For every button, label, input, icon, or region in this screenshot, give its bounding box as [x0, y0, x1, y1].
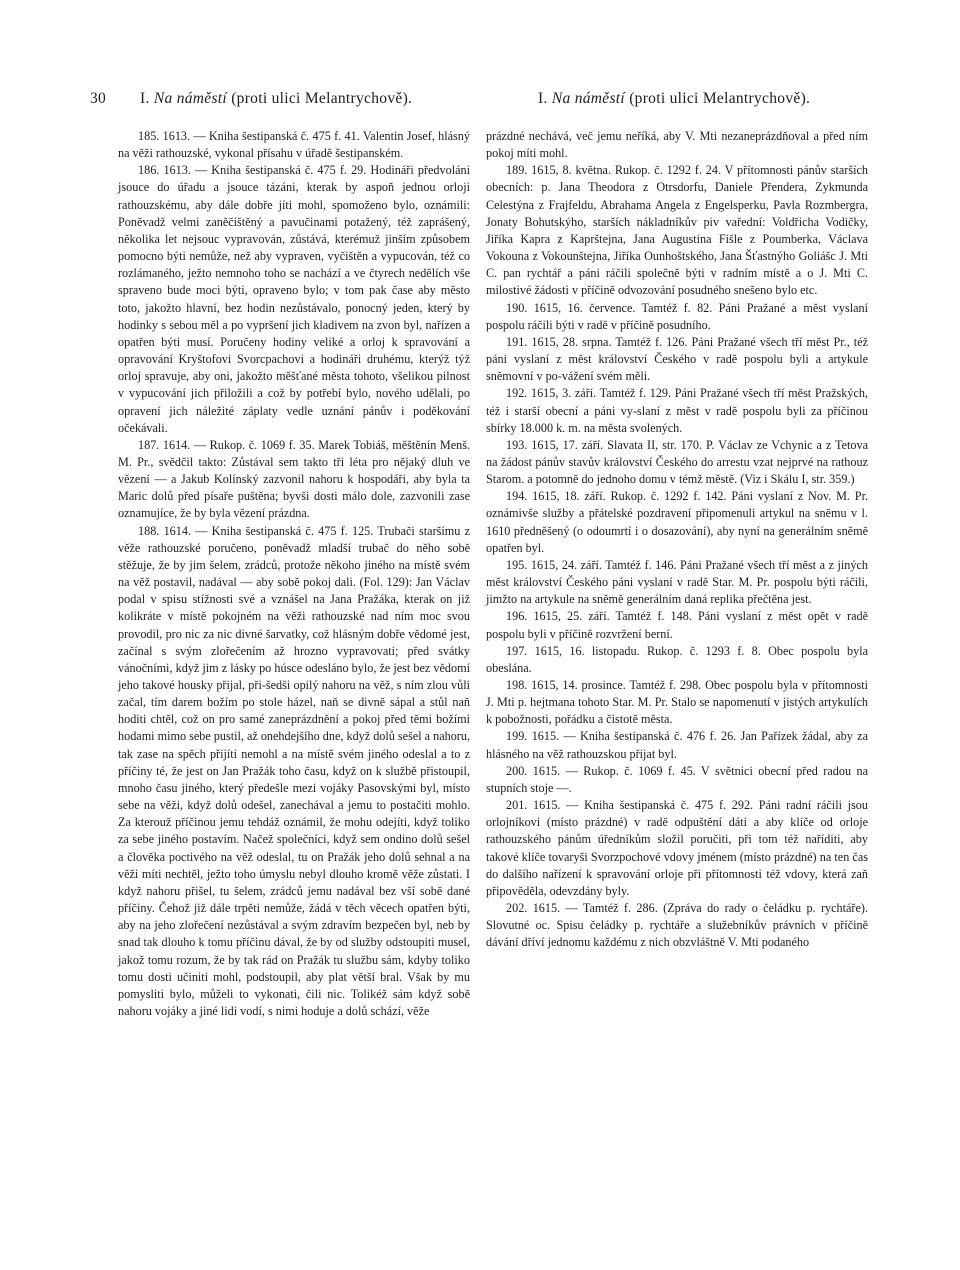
running-head-right-italic: Na náměstí: [551, 90, 626, 107]
page-number: 30: [90, 90, 107, 107]
entry-193: 193. 1615, 17. září. Slavata II, str. 170. P. Václav ze Vchynic a z Tetova na žádost pánův stavův království Českého do arrestu vzat nejprvé na rathouz Starom. a potomně do jednoho domu v témž městě. (Viz i Skálu I, str. 359.): [486, 437, 868, 487]
running-head-left-prefix: I.: [140, 90, 150, 107]
running-head-right: [538, 90, 810, 108]
running-head: [90, 90, 880, 118]
entry-202: 202. 1615. — Tamtéž f. 286. (Zpráva do rady o čeládku p. rychtáře). Slovutné oc. Spisu čeládky p. rychtáře a služebníkův právních v příčině dávání dříví jednomu každému z nich obzvláštně V. Mti podaného: [486, 901, 868, 950]
right-column: [486, 128, 868, 952]
running-head-right-prefix: I.: [538, 90, 548, 107]
entry-191: 191. 1615, 28. srpna. Tamtéž f. 126. Páni Pražané všech tří měst Pr., též páni vyslaní z měst království Českého v radě pospolu byli a artykule sněmovní v po-vážení svém měli.: [486, 334, 868, 384]
entry-195: 195. 1615, 24. září. Tamtéž f. 146. Páni Pražané všech tří měst a z jiných měst království Českého páni vyslaní v radě Star. M. Pr. pospolu býti ráčili, jimžto na artykule na sněmě generálním daná replika přečtěna jest.: [486, 557, 868, 607]
entry-196: 196. 1615, 25. září. Tamtéž f. 148. Páni vyslaní z měst opět v radě pospolu byli v příčině rozvržení berní.: [486, 609, 868, 641]
entry-185: 185. 1613. — Kniha šestipanská č. 475 f. 41. Valentin Josef, hlásný na věži rathouzské, vykonal přísahu v úřadě šestipanském.: [118, 129, 470, 161]
running-head-left: [140, 90, 412, 108]
entry-190: 190. 1615, 16. července. Tamtéž f. 82. Páni Pražané a měst vyslaní pospolu ráčili býti v radě v příčině posudního.: [486, 300, 868, 332]
entry-188: 188. 1614. — Kniha šestipanská č. 475 f. 125. Trubači staršímu z věže rathouzské poručeno, poněvadž mladší trubač do něho sobě stěžuje, že by jim šelem, zrádců, protože někoho jiného na místě svém na věž postavil, nadával — aby sobě pokoj dali. (Fol. 129): Jan Václav podal v spisu stížnosti své a vznášel na Jana Pražáka, kterak on již kolikráte v místě pokojném na věži rathouzské nad ním moc svou provodil, pro nic za nic divné šarvatky, což hlásným dobře vědomé jest, začínal s svým zlořečením až hrozno vypravovati; před svátky vánočními, když jim z lásky po húsce odesláno bylo, že jest bez vědomí jeho takové housky přijal, při-šedši opilý nahoru na věž, s ním zlou vůli začal, tím darem božím po stole házel, naň se divně sápal a stůl naň hoditi chtěl, což on pro samé zaneprázdnění a pokoj před těmi božími hodami mimo sebe pustil, až onehdejšího dne, když dolů sešel a nahoru, tak zase na spěch přijíti nemohl a na místě svém jiného odeslal a to z příčiny té, že jest on Jan Pražák toho času, když on k službě přistoupil, mnoho času jiného, který předešle mezi vojáky Pasovskými byl, místo sebe na věži, když dolů odešel, zanechával a jemu to postačiti mohlo. Za kterouž příčinou jemu tehdáž oznámil, že mohu odejíti, když toliko za sebe jiného postavím. Načež společníci, když sem ondino dolů sešel a člověka poctivého na věž odeslal, tu on Pražák jeho dolů sehnal a na věži míti nechtěl, ježto toho úmyslu nebyl dlouho kromě věže zůstati. I když nahoru přišel, tu šelem, zrádců jemu nadával bez vší sobě dané příčiny. Čehož již dále trpěti nemůže, žádá v těch věcech opatřen býti, aby na jeho zlořečení nezůstával a svým zdravím bezpečen byl, neb by snad tak dlouho k tomu příčinu dával, že by od služby odstoupiti musel, jakož tomu rozum, že by tak rád on Pražák tu službu sám, kdyby toliko tomu dosti učiniti mohl, podstoupil, aby plat větší bral. Však by mu pomysliti bylo, můželi to vykonati, čili nic. Tolikéž sám když sobě nahoru vojáky a jiné lidi vodí, s nimi hoduje a dolů schází, věže: [118, 523, 471, 1018]
entry-189: 189. 1615, 8. května. Rukop. č. 1292 f. 24. V přítomnosti pánův starších obecních: p. Jana Theodora z Otrsdorfu, Daniele Přendera, Zykmunda Celestýna z Frajfeldu, Abrahama Angela z Engelsperku, Pavla Rozmbergra, Jonaty Bohutskýho, starších nákladníkův piv vařední: Voldřicha Vodičky, Jiříka Kapra z Kaprštejna, Jana Augustina Fišle z Poumberka, Václava Vokouna z Vokounštejna, Jiříka Ounhoštského, Jana Šťastnýho Goliášc J. Mti C. pan rychtář a páni ráčili společně býti v radním místě a o J. Mti C. milostivé žádosti v příčině odvozování posudného snešeno bylo etc.: [486, 163, 868, 298]
entry-199: 199. 1615. — Kniha šestipanská č. 476 f. 26. Jan Pařízek žádal, aby za hlásného na věž rathouzskou přijat byl.: [486, 729, 868, 761]
running-head-right-rest: (proti ulici Melantrychově).: [629, 90, 811, 107]
entry-194: 194. 1615, 18. září. Rukop. č. 1292 f. 142. Páni vyslaní z Nov. M. Pr. oznámivše služby a přátelské pozdravení připomenuli artykul na sněmu v l. 1610 předněšený (o odoumrtí i o dosazování), aby nyní na generálním sněmě opatřen byl.: [486, 489, 868, 555]
left-column: [118, 128, 470, 1020]
entry-192: 192. 1615, 3. září. Tamtéž f. 129. Páni Pražané všech tří měst Pražských, též i starší obecní a páni vy-slaní z měst v radě pospolu byli za příčinou sbírky 18.000 k. m. na města svolených.: [486, 386, 868, 435]
entry-198: 198. 1615, 14. prosince. Tamtéž f. 298. Obec pospolu byla v přítomnosti J. Mti p. hejtmana tohoto Star. M. Pr. Stalo se napomenutí v jistých artykulích k pobožnosti, pořádku a čistotě města.: [486, 678, 868, 727]
entry-186: 186. 1613. — Kniha šestipanská č. 475 f. 29. Hodináři předvoláni jsouce do úřadu a jsouce tázáni, kterak by aspoň jednou orloji rathouzskému, aby dále dobře jíti mohl, spomoženo bylo, oznámili: Poněvadž velmi zaněčištěný a pavučinami potažený, též zaprášený, několika let nejsouc vypravován, zůstává, kterémuž jinším způsobem pomocno býti nemůže, než aby vypraven, vyčištěn a vypucován, též co rozlámaného, ježto nemnoho toho se nachází a ve čtyrech nedělích vše spraveno bude moci býti, opraveno bylo; v tom pak čase aby město toto, jakožto hlavní, bez hodin nezůstávalo, ponocný jeden, který by hodinky s sebou měl a po vypršení jich kladivem na zvon byl, nařízen a opatřen býti musí. Poručeny hodiny veliké a orloj k spravování a opravování Kryštofovi Svorcpachovi a hodináři druhému, kterýž týž orloj spravuje, aby oni, jakožto měšťané města tohoto, všelikou pilnost v vypucování jich přiložili a což by potřebí bylo, nového udělali, po opravení jich náležité záplaty vedle uznání pánův i poděkování očekávali.: [118, 163, 470, 435]
entry-201: 201. 1615. — Kniha šestipanská č. 475 f. 292. Páni radní ráčili jsou orlojníkovi (místo prázdné) v radě odpuštění dáti a aby klíče od orloje rathouzského pánům úředníkům složil poručiti, při tom též naříditi, aby takové klíče tovaryši Svorzpochové vdovy jménem (místo prázdné) na ten čas do dalšího nařízení k spravování orloje při přítomnosti též vdovy, která zaň připověděla, odevzdány byly.: [486, 798, 868, 898]
entry-187: 187. 1614. — Rukop. č. 1069 f. 35. Marek Tobiáš, měštěnín Menš. M. Pr., svědčil takto: Zůstával sem takto tři léta pro nějaký dluh ve vězení — a Jakub Kolínský zazvonil nahoru k hospodáři, aby byla ta Maric dolů před písaře puštěna; byvši dosti málo dole, zazvonili zase oznamujíce, že by byla vězení prázdna.: [118, 437, 470, 521]
running-head-left-italic: Na náměstí: [153, 90, 228, 107]
running-head-left-rest: (proti ulici Melantrychově).: [231, 90, 413, 107]
entry-188-continued: prázdné nechává, več jemu neříká, aby V. Mti nezaneprázdňoval a před ním pokoj míti mohl.: [486, 129, 868, 161]
entry-197: 197. 1615, 16. listopadu. Rukop. č. 1293 f. 8. Obec pospolu byla obeslána.: [486, 643, 868, 675]
entry-200: 200. 1615. — Rukop. č. 1069 f. 45. V světnici obecní před radou na stupních stoje —.: [486, 763, 868, 795]
